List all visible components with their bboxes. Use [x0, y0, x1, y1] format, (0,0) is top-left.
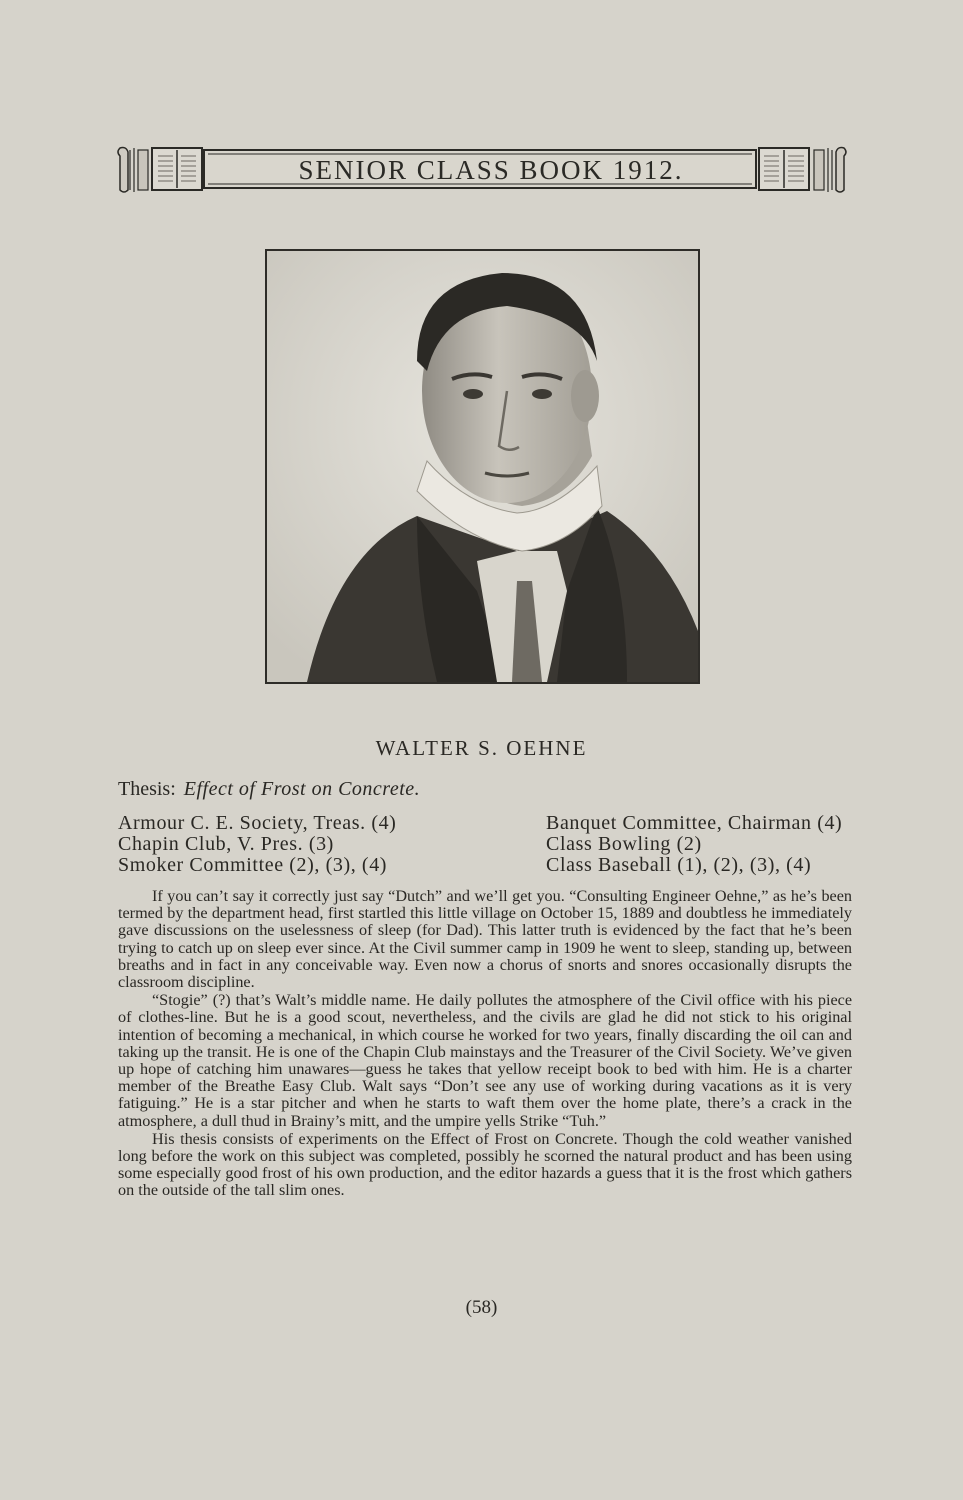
thesis-label: Thesis:	[118, 778, 176, 800]
page-number: (58)	[465, 1297, 498, 1318]
activities-left-column	[118, 813, 396, 876]
biography-text	[118, 888, 852, 1201]
activity-item: Class Baseball (1), (2), (3), (4)	[546, 854, 812, 876]
thesis-title: Effect of Frost on Concrete.	[183, 778, 421, 800]
activity-item: Smoker Committee (2), (3), (4)	[118, 854, 388, 876]
portrait-illustration	[267, 251, 698, 682]
biography-paragraph: If you can’t say it correctly just say “Dutch” and we’ll get you. “Consulting Engineer Oehne,” as he’s been termed by the department head, first startled this little village on October 15, 1889 and doubtless he immediately gave discussions on the uselessness of sleep (for Dad). This latter truth is evidenced by the fact that he’s been trying to catch up on sleep ever since. At the Civil summer camp in 1909 he went to sleep, standing up, between breaths and in fact in any conceivable way. Even now a chorus of snorts and snores occasionally disrupts the classroom discipline.	[118, 887, 852, 992]
activity-item: Banquet Committee, Chairman (4)	[546, 812, 843, 834]
activity-item: Chapin Club, V. Pres. (3)	[118, 833, 334, 855]
student-name: WALTER S. OEHNE	[375, 736, 588, 760]
activities-right-column	[546, 813, 842, 876]
thesis-line	[118, 778, 420, 801]
biography-paragraph: “Stogie” (?) that’s Walt’s middle name. He daily pollutes the atmosphere of the Civil office with his piece of clothes-line. But he is a good scout, nevertheless, and the civils are glad he did not stick to his original intention of becoming a mechanical, in which course he worked for two years, finally discarding the oil can and taking up the transit. He is one of the Chapin Club mainstays and the Treasurer of the Civil Society. We’ve given up hope of catching him unawares—guess he takes that yellow receipt book to bed with him. He is a charter member of the Breathe Easy Club. Walt says “Don’t see any use of working during vacations as it is very fatiguing.” He is a star pitcher and when he starts to waft them over the home plate, there’s a crack in the atmosphere, a dull thud in Brainy’s mitt, and the umpire yells Strike “Tuh.”	[118, 991, 852, 1130]
biography-paragraph: His thesis consists of experiments on the Effect of Frost on Concrete. Though the cold weather vanished long before the work on this subject was completed, possibly he scorned the natural product and has been using some especially good frost of his own production, and the editor hazards a guess that it is the frost which gathers on the outside of the tall slim ones.	[118, 1129, 852, 1200]
book-title: SENIOR CLASS BOOK 1912.	[298, 155, 684, 185]
portrait-photo	[265, 249, 700, 684]
header-banner	[116, 142, 848, 196]
activity-item: Armour C. E. Society, Treas. (4)	[118, 812, 397, 834]
activity-item: Class Bowling (2)	[546, 833, 702, 855]
